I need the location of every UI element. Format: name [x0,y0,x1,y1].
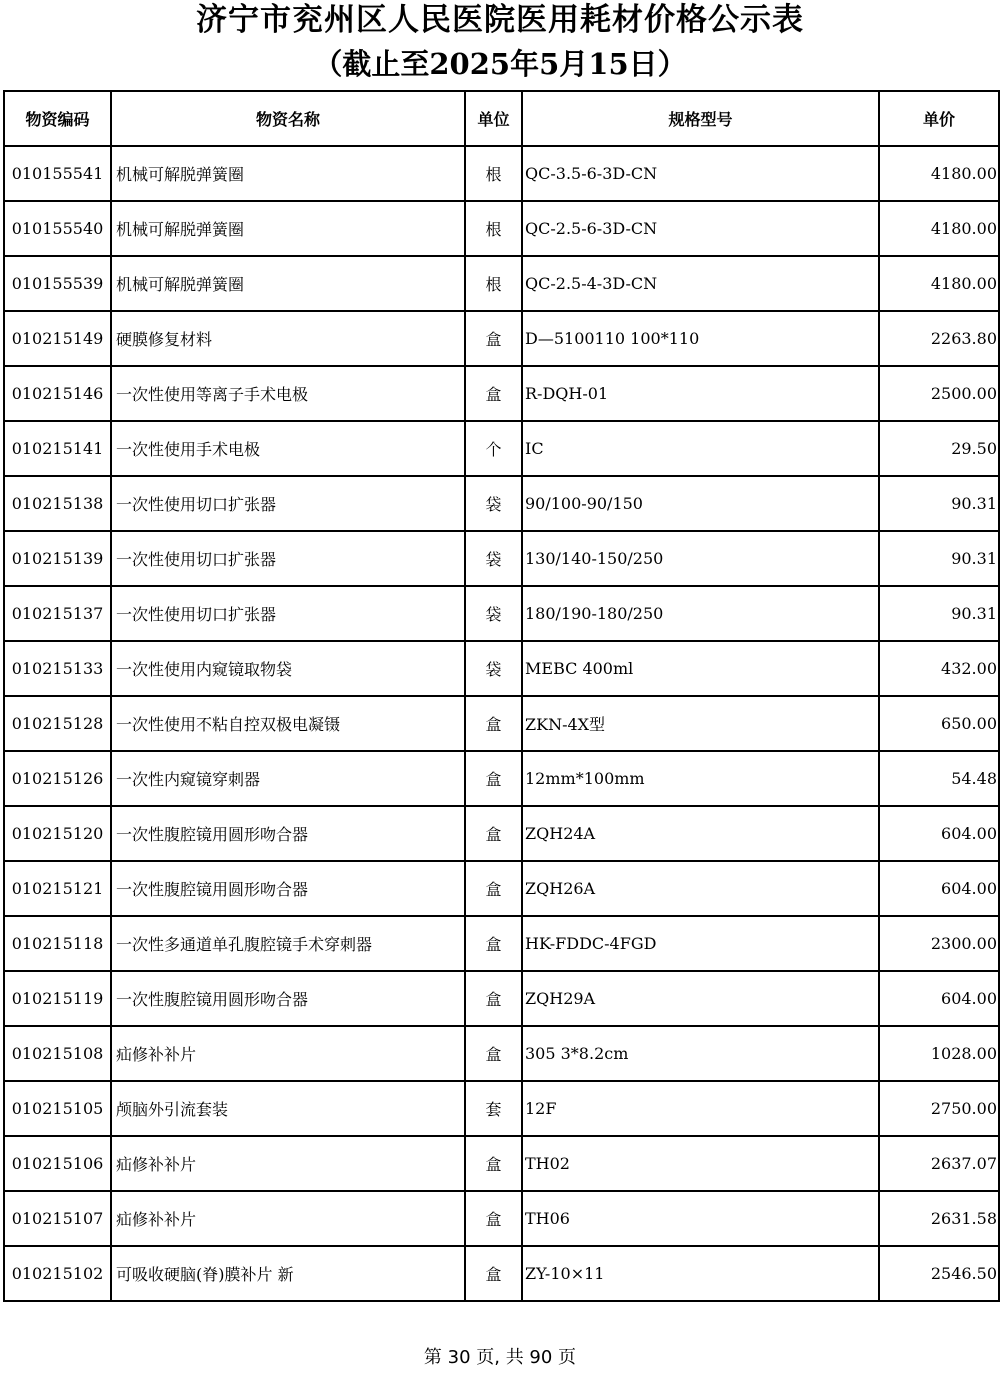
cell-code: 010215102 [4,1246,111,1301]
table-row [4,916,999,971]
cell-code: 010155540 [4,201,111,256]
cell-name: 一次性使用不粘自控双极电凝镊 [111,696,465,751]
cell-code: 010215121 [4,861,111,916]
cell-price: 90.31 [879,476,999,531]
cell-name: 机械可解脱弹簧圈 [111,201,465,256]
table-row [4,861,999,916]
cell-price: 604.00 [879,971,999,1026]
cell-name: 一次性使用切口扩张器 [111,476,465,531]
cell-name: 机械可解脱弹簧圈 [111,256,465,311]
cell-name: 一次性使用等离子手术电极 [111,366,465,421]
cell-code: 010215118 [4,916,111,971]
table-row [4,1136,999,1191]
cell-unit: 个 [465,421,522,476]
cell-name: 可吸收硬脑(脊)膜补片 新 [111,1246,465,1301]
cell-spec: ZY-10×11 [522,1246,879,1301]
cell-unit: 盒 [465,311,522,366]
cell-price: 432.00 [879,641,999,696]
page-title: 济宁市兖州区人民医院医用耗材价格公示表 [196,2,804,38]
cell-unit: 盒 [465,916,522,971]
cell-price: 90.31 [879,586,999,641]
column-header-price: 单价 [879,91,999,146]
cell-code: 010215120 [4,806,111,861]
cell-price: 2750.00 [879,1081,999,1136]
table-row [4,1191,999,1246]
cell-spec: R-DQH-01 [522,366,879,421]
cell-spec: ZQH24A [522,806,879,861]
cell-code: 010215105 [4,1081,111,1136]
cell-spec: 12mm*100mm [522,751,879,806]
cell-name: 疝修补补片 [111,1191,465,1246]
cell-code: 010155539 [4,256,111,311]
cell-price: 90.31 [879,531,999,586]
table-body [4,146,999,1301]
cell-price: 2631.58 [879,1191,999,1246]
cell-spec: QC-2.5-6-3D-CN [522,201,879,256]
cell-code: 010215139 [4,531,111,586]
table-row [4,201,999,256]
cell-price: 604.00 [879,806,999,861]
page-subtitle: （截止至2025年5月15日） [313,47,687,81]
cell-price: 4180.00 [879,146,999,201]
cell-price: 2500.00 [879,366,999,421]
cell-unit: 盒 [465,1191,522,1246]
table-row [4,366,999,421]
cell-name: 一次性腹腔镜用圆形吻合器 [111,861,465,916]
cell-spec: IC [522,421,879,476]
column-header-name: 物资名称 [111,91,465,146]
table-row [4,641,999,696]
column-header-spec: 规格型号 [522,91,879,146]
cell-spec: TH02 [522,1136,879,1191]
cell-code: 010215141 [4,421,111,476]
cell-code: 010215126 [4,751,111,806]
cell-unit: 袋 [465,531,522,586]
cell-spec: QC-2.5-4-3D-CN [522,256,879,311]
table-row [4,311,999,366]
cell-unit: 盒 [465,696,522,751]
cell-price: 650.00 [879,696,999,751]
cell-unit: 盒 [465,366,522,421]
cell-unit: 盒 [465,971,522,1026]
cell-name: 硬膜修复材料 [111,311,465,366]
cell-price: 4180.00 [879,201,999,256]
cell-spec: MEBC 400ml [522,641,879,696]
cell-code: 010215149 [4,311,111,366]
cell-price: 604.00 [879,861,999,916]
cell-name: 一次性使用切口扩张器 [111,531,465,586]
cell-spec: 90/100-90/150 [522,476,879,531]
cell-price: 2637.07 [879,1136,999,1191]
cell-spec: TH06 [522,1191,879,1246]
cell-spec: 180/190-180/250 [522,586,879,641]
cell-code: 010155541 [4,146,111,201]
column-header-unit: 单位 [465,91,522,146]
table-row [4,586,999,641]
cell-unit: 袋 [465,476,522,531]
cell-spec: D—5100110 100*110 [522,311,879,366]
cell-unit: 袋 [465,586,522,641]
table-row [4,256,999,311]
cell-price: 2546.50 [879,1246,999,1301]
price-table [3,90,1000,1302]
cell-unit: 盒 [465,1246,522,1301]
cell-price: 29.50 [879,421,999,476]
table-row [4,806,999,861]
table-row [4,1081,999,1136]
cell-spec: 130/140-150/250 [522,531,879,586]
cell-unit: 根 [465,146,522,201]
cell-name: 疝修补补片 [111,1136,465,1191]
cell-code: 010215146 [4,366,111,421]
cell-code: 010215106 [4,1136,111,1191]
column-header-code: 物资编码 [4,91,111,146]
cell-unit: 盒 [465,861,522,916]
cell-price: 1028.00 [879,1026,999,1081]
table-row [4,421,999,476]
cell-name: 一次性使用内窥镜取物袋 [111,641,465,696]
cell-price: 2263.80 [879,311,999,366]
cell-unit: 袋 [465,641,522,696]
cell-code: 010215138 [4,476,111,531]
cell-name: 疝修补补片 [111,1026,465,1081]
table-row [4,696,999,751]
table-row [4,476,999,531]
cell-spec: QC-3.5-6-3D-CN [522,146,879,201]
cell-unit: 盒 [465,1026,522,1081]
cell-name: 一次性使用切口扩张器 [111,586,465,641]
cell-code: 010215137 [4,586,111,641]
cell-code: 010215108 [4,1026,111,1081]
cell-unit: 套 [465,1081,522,1136]
cell-spec: HK-FDDC-4FGD [522,916,879,971]
cell-code: 010215133 [4,641,111,696]
cell-name: 一次性腹腔镜用圆形吻合器 [111,806,465,861]
cell-unit: 盒 [465,751,522,806]
cell-spec: 305 3*8.2cm [522,1026,879,1081]
cell-name: 机械可解脱弹簧圈 [111,146,465,201]
cell-spec: 12F [522,1081,879,1136]
cell-price: 54.48 [879,751,999,806]
cell-name: 一次性腹腔镜用圆形吻合器 [111,971,465,1026]
cell-code: 010215128 [4,696,111,751]
cell-unit: 盒 [465,1136,522,1191]
table-header-row [4,91,999,146]
cell-spec: ZQH29A [522,971,879,1026]
cell-unit: 根 [465,256,522,311]
cell-name: 颅脑外引流套装 [111,1081,465,1136]
cell-price: 2300.00 [879,916,999,971]
table-row [4,146,999,201]
cell-name: 一次性多通道单孔腹腔镜手术穿刺器 [111,916,465,971]
cell-name: 一次性内窥镜穿刺器 [111,751,465,806]
cell-spec: ZKN-4X型 [522,696,879,751]
table-row [4,751,999,806]
cell-unit: 根 [465,201,522,256]
cell-name: 一次性使用手术电极 [111,421,465,476]
cell-unit: 盒 [465,806,522,861]
cell-code: 010215107 [4,1191,111,1246]
table-row [4,531,999,586]
cell-code: 010215119 [4,971,111,1026]
page-number: 第 30 页, 共 90 页 [423,1347,577,1368]
table-row [4,971,999,1026]
cell-price: 4180.00 [879,256,999,311]
cell-spec: ZQH26A [522,861,879,916]
table-row [4,1246,999,1301]
table-row [4,1026,999,1081]
